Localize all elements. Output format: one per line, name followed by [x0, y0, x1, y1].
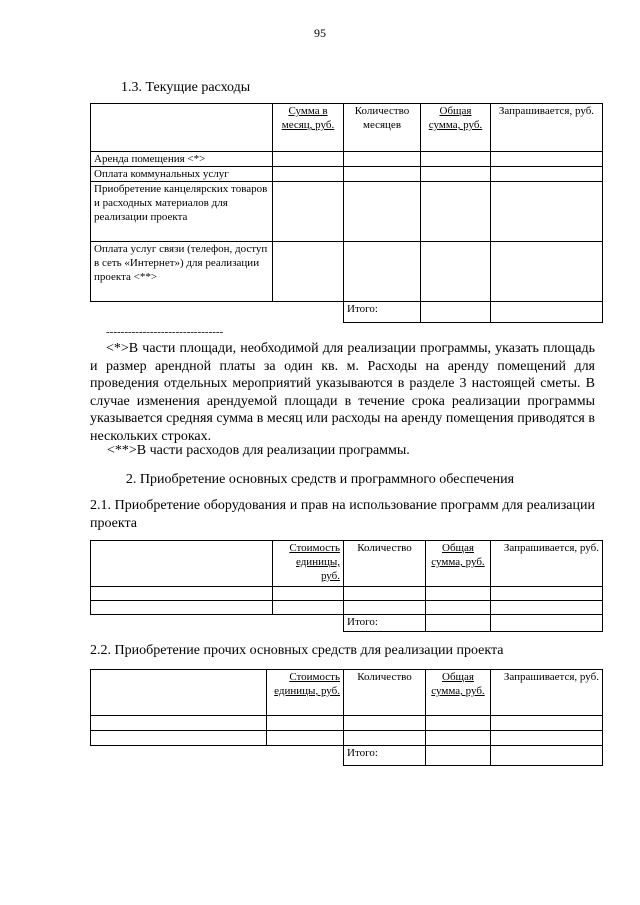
table-row: [91, 601, 603, 615]
item-cell[interactable]: [91, 587, 273, 601]
header-text: Общая сумма, руб.: [431, 671, 485, 697]
amount-cell[interactable]: [491, 731, 603, 746]
total-row: [91, 746, 603, 766]
item-cell[interactable]: [91, 716, 267, 731]
total-label: Итого:: [344, 615, 426, 632]
amount-cell[interactable]: [344, 716, 426, 731]
amount-cell[interactable]: [491, 587, 603, 601]
header-cell: [421, 104, 491, 152]
total-cell[interactable]: [491, 302, 603, 323]
table-header-row: [91, 104, 603, 152]
amount-cell[interactable]: [491, 716, 603, 731]
total-row: [91, 615, 603, 632]
empty-cell: [91, 746, 267, 766]
header-cell: [267, 670, 344, 716]
total-row: [91, 302, 603, 323]
header-cell: [273, 104, 344, 152]
amount-cell[interactable]: [344, 601, 426, 615]
header-text: Сумма в месяц, руб.: [281, 105, 335, 131]
amount-cell[interactable]: [273, 182, 344, 242]
header-text: Общая сумма, руб.: [431, 542, 485, 568]
empty-cell: [273, 615, 344, 632]
header-cell: [273, 541, 344, 587]
total-cell[interactable]: [491, 615, 603, 632]
footnote-2: <**>В части расходов для реализации программы.: [107, 443, 410, 458]
total-label: Итого:: [344, 746, 426, 766]
section-2-2-title: 2.2. Приобретение прочих основных средств для реализации проекта: [90, 643, 504, 658]
footnote-1: <*>В части площади, необходимой для реализации программы, указать площадь и размер арендной платы за один кв. м. Расходы на аренду помещений для проведения отдельных мероприятий указываются в разделе 3 настоящей сметы. В случае изменения арендуемой площади в течение срока реализации программы указывается средняя сумма в месяц или расходы на аренду помещения приводятся в нескольких строках.: [90, 341, 595, 444]
table-row: [91, 167, 603, 182]
amount-cell[interactable]: [344, 152, 421, 167]
row-label: Оплата коммунальных услуг: [91, 167, 273, 182]
amount-cell[interactable]: [344, 587, 426, 601]
amount-cell[interactable]: [273, 601, 344, 615]
amount-cell[interactable]: [491, 601, 603, 615]
equipment-table: [90, 540, 603, 632]
header-cell: Запрашивается, руб.: [491, 104, 603, 152]
table-row: [91, 182, 603, 242]
amount-cell[interactable]: [421, 242, 491, 302]
header-text: Стоимость единицы, руб.: [289, 542, 340, 582]
empty-cell: [267, 746, 344, 766]
empty-cell: [91, 615, 273, 632]
amount-cell[interactable]: [273, 587, 344, 601]
section-1-3-title: 1.3. Текущие расходы: [121, 80, 251, 95]
header-cell: Запрашивается, руб.: [491, 670, 603, 716]
header-cell: Количество: [344, 670, 426, 716]
header-text: Общая сумма, руб.: [428, 105, 483, 131]
item-cell[interactable]: [91, 731, 267, 746]
footnote-separator: --------------------------------: [106, 326, 224, 338]
header-cell: [91, 670, 267, 716]
amount-cell[interactable]: [273, 167, 344, 182]
amount-cell[interactable]: [344, 242, 421, 302]
header-cell: [426, 670, 491, 716]
total-cell[interactable]: [426, 746, 491, 766]
table-header-row: [91, 670, 603, 716]
table-row: [91, 152, 603, 167]
amount-cell[interactable]: [426, 587, 491, 601]
header-text: Стоимость единицы, руб.: [274, 671, 340, 697]
amount-cell[interactable]: [267, 716, 344, 731]
row-label: Аренда помещения <*>: [91, 152, 273, 167]
total-cell[interactable]: [491, 746, 603, 766]
row-label: Приобретение канцелярских товаров и расходных материалов для реализации проекта: [91, 182, 273, 242]
total-cell[interactable]: [426, 615, 491, 632]
header-cell: Количество: [344, 541, 426, 587]
empty-cell: [91, 302, 273, 323]
item-cell[interactable]: [91, 601, 273, 615]
empty-cell: [273, 302, 344, 323]
amount-cell[interactable]: [273, 242, 344, 302]
table-row: [91, 716, 603, 731]
amount-cell[interactable]: [421, 152, 491, 167]
table-row: [91, 587, 603, 601]
amount-cell[interactable]: [344, 182, 421, 242]
amount-cell[interactable]: [491, 182, 603, 242]
header-cell: Количество месяцев: [344, 104, 421, 152]
amount-cell[interactable]: [491, 152, 603, 167]
page-number: 95: [314, 26, 326, 40]
table-row: [91, 731, 603, 746]
other-assets-table: [90, 669, 603, 766]
amount-cell[interactable]: [344, 167, 421, 182]
section-2-title: 2. Приобретение основных средств и программного обеспечения: [125, 472, 515, 487]
header-cell: [91, 541, 273, 587]
amount-cell[interactable]: [426, 716, 491, 731]
table-header-row: [91, 541, 603, 587]
total-label: Итого:: [344, 302, 421, 323]
amount-cell[interactable]: [421, 167, 491, 182]
amount-cell[interactable]: [491, 167, 603, 182]
amount-cell[interactable]: [491, 242, 603, 302]
header-cell: [426, 541, 491, 587]
section-2-1-title: 2.1. Приобретение оборудования и прав на использование программ для реализации проекта: [90, 498, 595, 531]
amount-cell[interactable]: [421, 182, 491, 242]
header-cell: Запрашивается, руб.: [491, 541, 603, 587]
current-expenses-table: [90, 103, 603, 323]
amount-cell[interactable]: [273, 152, 344, 167]
total-cell[interactable]: [421, 302, 491, 323]
amount-cell[interactable]: [426, 731, 491, 746]
amount-cell[interactable]: [426, 601, 491, 615]
amount-cell[interactable]: [344, 731, 426, 746]
row-label: Оплата услуг связи (телефон, доступ в сеть «Интернет») для реализации проекта <**>: [91, 242, 273, 302]
header-cell: [91, 104, 273, 152]
table-row: [91, 242, 603, 302]
amount-cell[interactable]: [267, 731, 344, 746]
